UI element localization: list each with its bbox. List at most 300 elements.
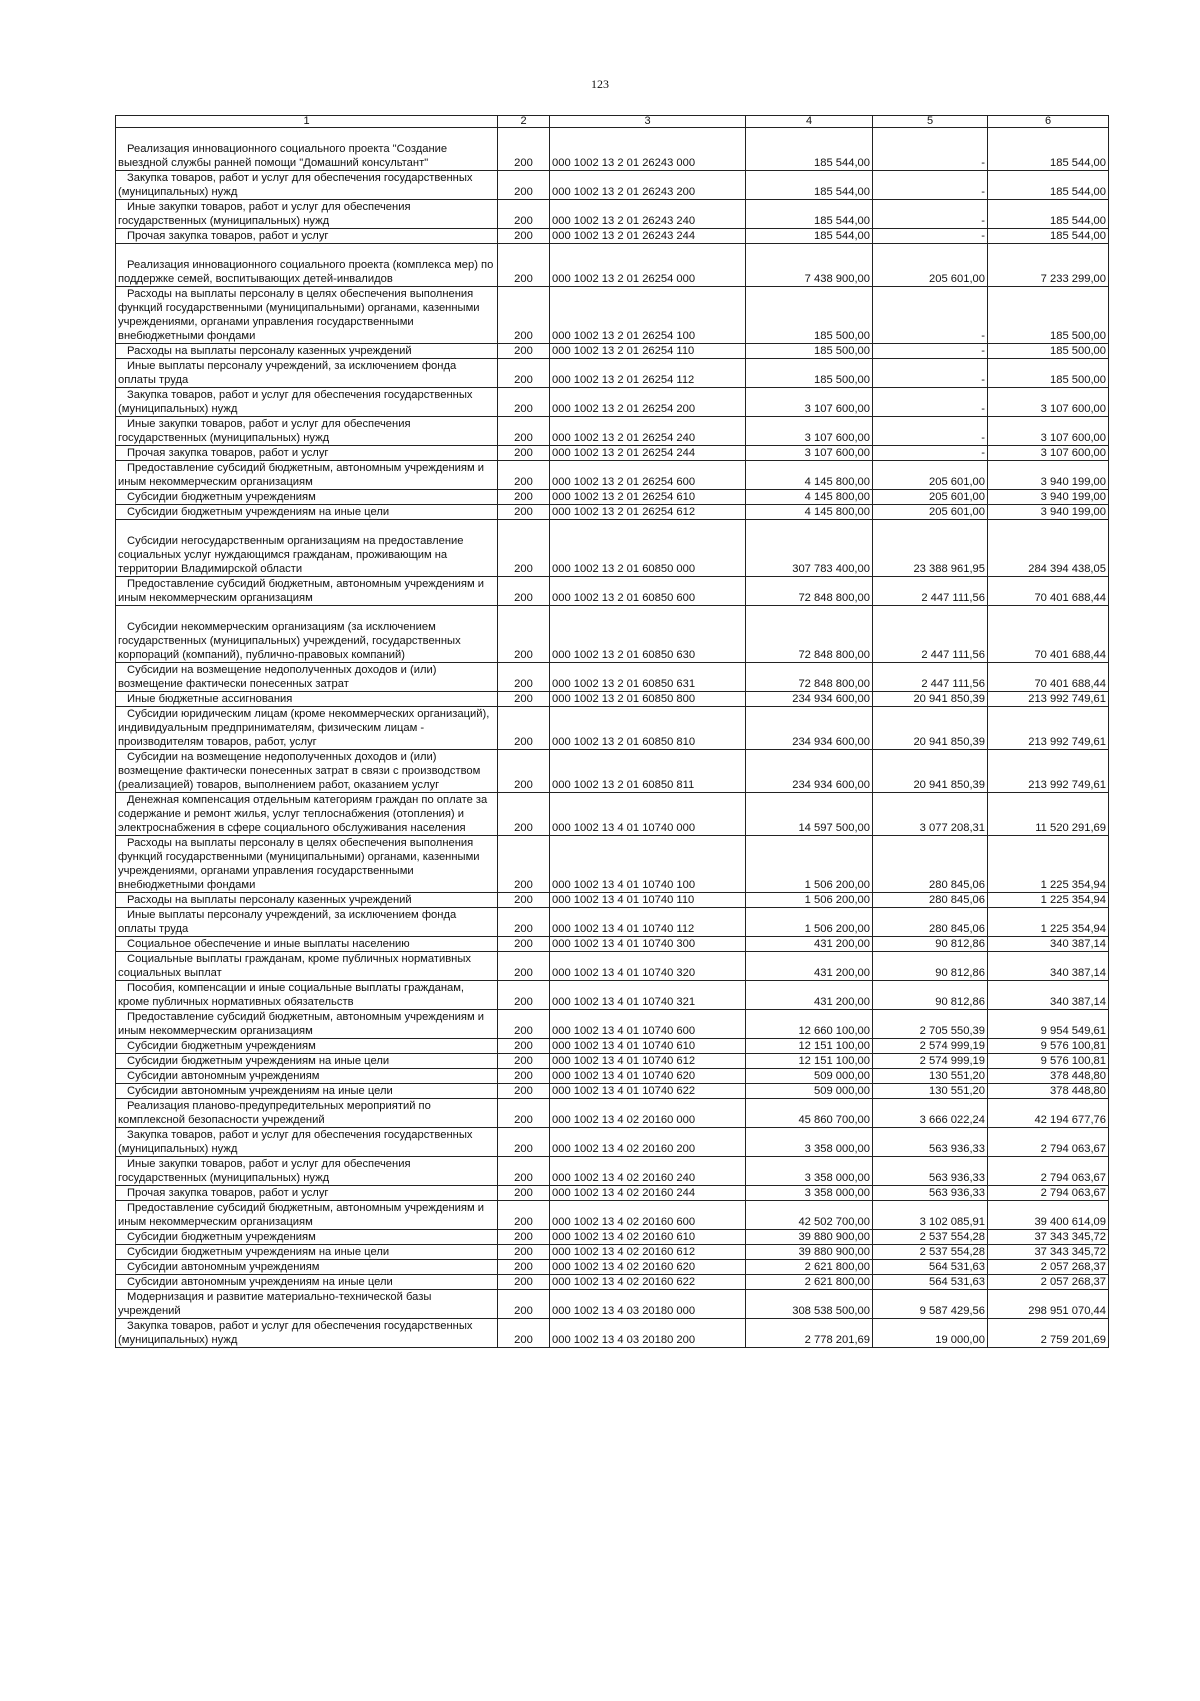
row-approved-amount: 2 778 201,69 <box>746 1319 873 1348</box>
row-unexecuted-amount: 9 576 100,81 <box>988 1039 1109 1054</box>
row-line-code: 200 <box>498 981 550 1010</box>
row-description <box>116 750 498 793</box>
table-row <box>116 490 1109 505</box>
row-description <box>116 1084 498 1099</box>
row-description-text: Денежная компенсация отдельным категориям граждан по оплате за содержание и ремонт жилья, услуг теплоснабжения (отопления) и электроснабжения в сфере социального обслуживания населения <box>118 794 488 834</box>
column-number-header-row <box>116 116 1109 128</box>
row-executed-amount: 2 537 554,28 <box>873 1230 988 1245</box>
row-executed-amount <box>873 287 988 344</box>
row-classification-code: 000 1002 13 2 01 26254 110 <box>550 344 746 359</box>
row-line-code: 200 <box>498 952 550 981</box>
row-description-text: Реализация инновационного социального проекта (комплекса мер) по поддержке семей, воспитывающих детей-инвалидов <box>118 259 494 285</box>
row-executed-amount: 90 812,86 <box>873 952 988 981</box>
row-classification-code: 000 1002 13 4 01 10740 320 <box>550 952 746 981</box>
row-line-code: 200 <box>498 577 550 606</box>
row-executed-amount <box>873 359 988 388</box>
row-approved-amount: 234 934 600,00 <box>746 692 873 707</box>
row-classification-code: 000 1002 13 4 01 10740 300 <box>550 937 746 952</box>
row-classification-code: 000 1002 13 2 01 60850 630 <box>550 606 746 663</box>
row-description-text: Расходы на выплаты персоналу казенных учреждений <box>127 894 412 906</box>
row-classification-code: 000 1002 13 4 01 10740 321 <box>550 981 746 1010</box>
row-classification-code: 000 1002 13 2 01 26254 244 <box>550 446 746 461</box>
row-classification-code: 000 1002 13 4 01 10740 600 <box>550 1010 746 1039</box>
row-approved-amount: 12 151 100,00 <box>746 1054 873 1069</box>
row-line-code: 200 <box>498 505 550 520</box>
row-description <box>116 836 498 893</box>
row-classification-code: 000 1002 13 4 03 20180 200 <box>550 1319 746 1348</box>
row-classification-code: 000 1002 13 2 01 26243 000 <box>550 128 746 171</box>
row-classification-code: 000 1002 13 2 01 60850 800 <box>550 692 746 707</box>
row-unexecuted-amount: 3 940 199,00 <box>988 490 1109 505</box>
dash-value: - <box>981 345 985 357</box>
row-unexecuted-amount: 213 992 749,61 <box>988 750 1109 793</box>
row-line-code: 200 <box>498 287 550 344</box>
row-executed-amount: 205 601,00 <box>873 461 988 490</box>
row-classification-code: 000 1002 13 4 02 20160 622 <box>550 1275 746 1290</box>
dash-value: - <box>981 230 985 242</box>
table-row <box>116 1054 1109 1069</box>
row-description <box>116 128 498 171</box>
row-description-text: Иные закупки товаров, работ и услуг для обеспечения государственных (муниципальных) нужд <box>118 201 411 227</box>
row-unexecuted-amount: 213 992 749,61 <box>988 707 1109 750</box>
dash-value: - <box>981 215 985 227</box>
row-description <box>116 1186 498 1201</box>
row-line-code: 200 <box>498 750 550 793</box>
row-classification-code: 000 1002 13 2 01 60850 000 <box>550 520 746 577</box>
row-approved-amount: 185 544,00 <box>746 229 873 244</box>
column-header-6: 6 <box>988 116 1109 128</box>
row-unexecuted-amount: 2 794 063,67 <box>988 1128 1109 1157</box>
row-description-text: Субсидии автономным учреждениям на иные цели <box>127 1085 393 1097</box>
row-approved-amount: 2 621 800,00 <box>746 1275 873 1290</box>
row-unexecuted-amount: 37 343 345,72 <box>988 1245 1109 1260</box>
table-row <box>116 171 1109 200</box>
row-approved-amount: 4 145 800,00 <box>746 490 873 505</box>
row-line-code: 200 <box>498 836 550 893</box>
row-line-code: 200 <box>498 1084 550 1099</box>
row-description <box>116 344 498 359</box>
table-row <box>116 1201 1109 1230</box>
row-executed-amount: 280 845,06 <box>873 836 988 893</box>
row-approved-amount: 185 500,00 <box>746 344 873 359</box>
row-classification-code: 000 1002 13 2 01 60850 631 <box>550 663 746 692</box>
row-classification-code: 000 1002 13 4 01 10740 620 <box>550 1069 746 1084</box>
table-row <box>116 1230 1109 1245</box>
row-description-text: Субсидии бюджетным учреждениям <box>127 491 316 503</box>
row-executed-amount: 2 447 111,56 <box>873 663 988 692</box>
column-header-5: 5 <box>873 116 988 128</box>
row-line-code: 200 <box>498 171 550 200</box>
row-approved-amount: 308 538 500,00 <box>746 1290 873 1319</box>
row-description <box>116 1099 498 1128</box>
row-description-text: Закупка товаров, работ и услуг для обеспечения государственных (муниципальных) нужд <box>118 172 473 198</box>
row-description-text: Субсидии бюджетным учреждениям на иные цели <box>127 1055 390 1067</box>
row-approved-amount: 72 848 800,00 <box>746 606 873 663</box>
row-line-code: 200 <box>498 1275 550 1290</box>
row-executed-amount: 130 551,20 <box>873 1069 988 1084</box>
row-description <box>116 793 498 836</box>
row-description <box>116 1039 498 1054</box>
row-description-text: Закупка товаров, работ и услуг для обеспечения государственных (муниципальных) нужд <box>118 389 473 415</box>
row-executed-amount: 2 447 111,56 <box>873 577 988 606</box>
row-executed-amount <box>873 200 988 229</box>
row-line-code: 200 <box>498 1245 550 1260</box>
row-description-text: Реализация планово-предупредительных мероприятий по комплексной безопасности учреждений <box>118 1100 431 1126</box>
table-row <box>116 606 1109 663</box>
row-description <box>116 1230 498 1245</box>
row-classification-code: 000 1002 13 2 01 26243 240 <box>550 200 746 229</box>
table-row <box>116 229 1109 244</box>
table-row <box>116 446 1109 461</box>
row-executed-amount <box>873 229 988 244</box>
row-unexecuted-amount: 340 387,14 <box>988 981 1109 1010</box>
row-description-text: Расходы на выплаты персоналу в целях обеспечения выполнения функций государственными (муниципальными) органами, казенными учреждениями, органами управления государственными внебюджетными фондами <box>118 288 480 342</box>
row-description <box>116 1275 498 1290</box>
row-description-text: Субсидии негосударственным организациям на предоставление социальных услуг нуждающимся гражданам, проживающим на территории Владимирской области <box>118 535 464 575</box>
row-unexecuted-amount: 9 576 100,81 <box>988 1054 1109 1069</box>
dash-value: - <box>981 447 985 459</box>
row-description <box>116 171 498 200</box>
row-unexecuted-amount: 3 940 199,00 <box>988 461 1109 490</box>
table-row <box>116 1084 1109 1099</box>
row-description <box>116 952 498 981</box>
table-row <box>116 1275 1109 1290</box>
row-executed-amount: 3 077 208,31 <box>873 793 988 836</box>
row-approved-amount: 234 934 600,00 <box>746 707 873 750</box>
row-classification-code: 000 1002 13 2 01 26254 600 <box>550 461 746 490</box>
row-executed-amount <box>873 171 988 200</box>
row-executed-amount: 564 531,63 <box>873 1260 988 1275</box>
row-description <box>116 388 498 417</box>
row-classification-code: 000 1002 13 4 02 20160 620 <box>550 1260 746 1275</box>
row-description <box>116 981 498 1010</box>
row-line-code: 200 <box>498 1230 550 1245</box>
row-description <box>116 417 498 446</box>
table-row <box>116 836 1109 893</box>
row-approved-amount: 307 783 400,00 <box>746 520 873 577</box>
table-row <box>116 1128 1109 1157</box>
row-line-code: 200 <box>498 1069 550 1084</box>
row-line-code: 200 <box>498 229 550 244</box>
row-approved-amount: 14 597 500,00 <box>746 793 873 836</box>
row-description-text: Закупка товаров, работ и услуг для обеспечения государственных (муниципальных) нужд <box>118 1320 473 1346</box>
row-description <box>116 287 498 344</box>
row-unexecuted-amount: 2 057 268,37 <box>988 1260 1109 1275</box>
row-executed-amount: 130 551,20 <box>873 1084 988 1099</box>
column-header-1: 1 <box>116 116 498 128</box>
dash-value: - <box>981 186 985 198</box>
row-approved-amount: 185 544,00 <box>746 128 873 171</box>
row-description <box>116 893 498 908</box>
dash-value: - <box>981 374 985 386</box>
row-unexecuted-amount: 9 954 549,61 <box>988 1010 1109 1039</box>
table-row <box>116 793 1109 836</box>
row-approved-amount: 2 621 800,00 <box>746 1260 873 1275</box>
row-unexecuted-amount: 213 992 749,61 <box>988 692 1109 707</box>
row-description-text: Прочая закупка товаров, работ и услуг <box>127 447 329 459</box>
row-executed-amount: 90 812,86 <box>873 981 988 1010</box>
row-description <box>116 1290 498 1319</box>
row-classification-code: 000 1002 13 2 01 26254 610 <box>550 490 746 505</box>
row-approved-amount: 185 544,00 <box>746 200 873 229</box>
row-unexecuted-amount: 7 233 299,00 <box>988 244 1109 287</box>
row-executed-amount <box>873 344 988 359</box>
row-approved-amount: 3 107 600,00 <box>746 388 873 417</box>
row-executed-amount <box>873 417 988 446</box>
row-line-code: 200 <box>498 1186 550 1201</box>
row-description-text: Закупка товаров, работ и услуг для обеспечения государственных (муниципальных) нужд <box>118 1129 473 1155</box>
row-description-text: Предоставление субсидий бюджетным, автономным учреждениям и иным некоммерческим организациям <box>118 1011 484 1037</box>
row-description <box>116 505 498 520</box>
row-line-code: 200 <box>498 359 550 388</box>
row-unexecuted-amount: 70 401 688,44 <box>988 606 1109 663</box>
row-executed-amount: 2 574 999,19 <box>873 1039 988 1054</box>
row-unexecuted-amount: 3 107 600,00 <box>988 388 1109 417</box>
table-row <box>116 344 1109 359</box>
row-classification-code: 000 1002 13 4 01 10740 610 <box>550 1039 746 1054</box>
table-row <box>116 663 1109 692</box>
row-approved-amount: 509 000,00 <box>746 1084 873 1099</box>
row-description <box>116 490 498 505</box>
row-approved-amount: 3 358 000,00 <box>746 1157 873 1186</box>
row-description-text: Прочая закупка товаров, работ и услуг <box>127 1187 329 1199</box>
dash-value: - <box>981 330 985 342</box>
row-unexecuted-amount: 185 500,00 <box>988 359 1109 388</box>
row-executed-amount: 2 537 554,28 <box>873 1245 988 1260</box>
row-description-text: Прочая закупка товаров, работ и услуг <box>127 230 329 242</box>
row-classification-code: 000 1002 13 4 01 10740 112 <box>550 908 746 937</box>
row-description <box>116 229 498 244</box>
row-approved-amount: 3 358 000,00 <box>746 1186 873 1201</box>
row-approved-amount: 4 145 800,00 <box>746 505 873 520</box>
row-classification-code: 000 1002 13 2 01 26243 200 <box>550 171 746 200</box>
row-executed-amount: 3 102 085,91 <box>873 1201 988 1230</box>
row-description-text: Предоставление субсидий бюджетным, автономным учреждениям и иным некоммерческим организациям <box>118 578 484 604</box>
row-unexecuted-amount: 340 387,14 <box>988 937 1109 952</box>
row-line-code: 200 <box>498 1010 550 1039</box>
row-description <box>116 606 498 663</box>
row-line-code: 200 <box>498 606 550 663</box>
row-line-code: 200 <box>498 490 550 505</box>
column-header-4: 4 <box>746 116 873 128</box>
row-unexecuted-amount: 1 225 354,94 <box>988 908 1109 937</box>
row-approved-amount: 1 506 200,00 <box>746 893 873 908</box>
row-description-text: Иные бюджетные ассигнования <box>127 693 293 705</box>
row-approved-amount: 431 200,00 <box>746 937 873 952</box>
row-classification-code: 000 1002 13 4 01 10740 110 <box>550 893 746 908</box>
row-line-code: 200 <box>498 200 550 229</box>
row-description <box>116 244 498 287</box>
row-description <box>116 1054 498 1069</box>
table-row <box>116 1039 1109 1054</box>
row-approved-amount: 39 880 900,00 <box>746 1245 873 1260</box>
row-classification-code: 000 1002 13 2 01 26254 000 <box>550 244 746 287</box>
table-row <box>116 287 1109 344</box>
row-description <box>116 692 498 707</box>
row-description-text: Субсидии юридическим лицам (кроме некоммерческих организаций), индивидуальным предпринимателям, физическим лицам - производителям товаров, работ, услуг <box>118 708 490 748</box>
row-classification-code: 000 1002 13 2 01 26254 100 <box>550 287 746 344</box>
dash-value: - <box>981 403 985 415</box>
row-description <box>116 1201 498 1230</box>
row-executed-amount: 9 587 429,56 <box>873 1290 988 1319</box>
row-unexecuted-amount: 3 107 600,00 <box>988 417 1109 446</box>
row-executed-amount: 3 666 022,24 <box>873 1099 988 1128</box>
row-description <box>116 200 498 229</box>
row-approved-amount: 7 438 900,00 <box>746 244 873 287</box>
dash-value: - <box>981 157 985 169</box>
row-unexecuted-amount: 11 520 291,69 <box>988 793 1109 836</box>
row-classification-code: 000 1002 13 2 01 26254 612 <box>550 505 746 520</box>
row-executed-amount: 90 812,86 <box>873 937 988 952</box>
row-description <box>116 359 498 388</box>
row-approved-amount: 1 506 200,00 <box>746 908 873 937</box>
row-executed-amount <box>873 128 988 171</box>
row-classification-code: 000 1002 13 4 02 20160 244 <box>550 1186 746 1201</box>
dash-value: - <box>981 432 985 444</box>
row-classification-code: 000 1002 13 4 01 10740 100 <box>550 836 746 893</box>
row-classification-code: 000 1002 13 2 01 26254 112 <box>550 359 746 388</box>
row-description-text: Иные закупки товаров, работ и услуг для обеспечения государственных (муниципальных) нужд <box>118 1158 411 1184</box>
row-approved-amount: 12 660 100,00 <box>746 1010 873 1039</box>
row-classification-code: 000 1002 13 4 01 10740 000 <box>550 793 746 836</box>
row-line-code: 200 <box>498 417 550 446</box>
row-approved-amount: 12 151 100,00 <box>746 1039 873 1054</box>
row-executed-amount: 564 531,63 <box>873 1275 988 1290</box>
row-classification-code: 000 1002 13 2 01 60850 600 <box>550 577 746 606</box>
row-approved-amount: 431 200,00 <box>746 981 873 1010</box>
table-row <box>116 359 1109 388</box>
row-unexecuted-amount: 340 387,14 <box>988 952 1109 981</box>
row-description-text: Субсидии автономным учреждениям <box>127 1261 320 1273</box>
row-classification-code: 000 1002 13 4 02 20160 610 <box>550 1230 746 1245</box>
table-row <box>116 388 1109 417</box>
row-executed-amount: 20 941 850,39 <box>873 692 988 707</box>
row-line-code: 200 <box>498 793 550 836</box>
row-approved-amount: 42 502 700,00 <box>746 1201 873 1230</box>
row-line-code: 200 <box>498 1039 550 1054</box>
row-classification-code: 000 1002 13 2 01 60850 811 <box>550 750 746 793</box>
row-approved-amount: 185 500,00 <box>746 359 873 388</box>
row-classification-code: 000 1002 13 2 01 60850 810 <box>550 707 746 750</box>
table-row <box>116 692 1109 707</box>
row-description-text: Субсидии бюджетным учреждениям <box>127 1231 316 1243</box>
table-row <box>116 1069 1109 1084</box>
row-description-text: Субсидии автономным учреждениям <box>127 1070 320 1082</box>
row-line-code: 200 <box>498 461 550 490</box>
row-executed-amount: 2 574 999,19 <box>873 1054 988 1069</box>
row-description <box>116 446 498 461</box>
row-classification-code: 000 1002 13 4 03 20180 000 <box>550 1290 746 1319</box>
row-approved-amount: 72 848 800,00 <box>746 577 873 606</box>
row-unexecuted-amount: 70 401 688,44 <box>988 663 1109 692</box>
row-description-text: Модернизация и развитие материально-технической базы учреждений <box>118 1291 432 1317</box>
row-line-code: 200 <box>498 1201 550 1230</box>
table-row <box>116 244 1109 287</box>
row-description-text: Иные выплаты персоналу учреждений, за исключением фонда оплаты труда <box>118 909 457 935</box>
row-classification-code: 000 1002 13 4 02 20160 612 <box>550 1245 746 1260</box>
row-unexecuted-amount: 298 951 070,44 <box>988 1290 1109 1319</box>
row-description <box>116 1319 498 1348</box>
row-description-text: Субсидии автономным учреждениям на иные цели <box>127 1276 393 1288</box>
row-description-text: Субсидии бюджетным учреждениям <box>127 1040 316 1052</box>
row-description <box>116 1010 498 1039</box>
row-executed-amount: 280 845,06 <box>873 893 988 908</box>
row-executed-amount: 205 601,00 <box>873 505 988 520</box>
table-row <box>116 505 1109 520</box>
table-row <box>116 461 1109 490</box>
table-row <box>116 952 1109 981</box>
row-unexecuted-amount: 70 401 688,44 <box>988 577 1109 606</box>
row-classification-code: 000 1002 13 4 02 20160 000 <box>550 1099 746 1128</box>
table-row <box>116 1260 1109 1275</box>
row-line-code: 200 <box>498 388 550 417</box>
row-executed-amount <box>873 446 988 461</box>
table-row <box>116 1290 1109 1319</box>
row-executed-amount: 23 388 961,95 <box>873 520 988 577</box>
row-description <box>116 937 498 952</box>
table-row <box>116 417 1109 446</box>
row-unexecuted-amount: 2 759 201,69 <box>988 1319 1109 1348</box>
table-body <box>116 128 1109 1348</box>
row-approved-amount: 185 500,00 <box>746 287 873 344</box>
row-classification-code: 000 1002 13 4 01 10740 622 <box>550 1084 746 1099</box>
row-description <box>116 1128 498 1157</box>
row-line-code: 200 <box>498 1099 550 1128</box>
row-classification-code: 000 1002 13 2 01 26243 244 <box>550 229 746 244</box>
row-unexecuted-amount: 2 057 268,37 <box>988 1275 1109 1290</box>
row-description <box>116 663 498 692</box>
row-line-code: 200 <box>498 692 550 707</box>
row-description <box>116 1260 498 1275</box>
row-description-text: Предоставление субсидий бюджетным, автономным учреждениям и иным некоммерческим организациям <box>118 462 484 488</box>
row-executed-amount: 2 705 550,39 <box>873 1010 988 1039</box>
row-line-code: 200 <box>498 344 550 359</box>
row-executed-amount: 19 000,00 <box>873 1319 988 1348</box>
row-description <box>116 908 498 937</box>
row-approved-amount: 4 145 800,00 <box>746 461 873 490</box>
row-description-text: Субсидии бюджетным учреждениям на иные цели <box>127 1246 390 1258</box>
row-approved-amount: 72 848 800,00 <box>746 663 873 692</box>
row-executed-amount: 563 936,33 <box>873 1186 988 1201</box>
row-description <box>116 520 498 577</box>
row-unexecuted-amount: 3 107 600,00 <box>988 446 1109 461</box>
row-approved-amount: 3 107 600,00 <box>746 446 873 461</box>
row-approved-amount: 3 107 600,00 <box>746 417 873 446</box>
row-description-text: Реализация инновационного социального проекта "Создание выездной службы ранней помощи "Домашний консультант" <box>118 143 448 169</box>
row-unexecuted-amount: 2 794 063,67 <box>988 1186 1109 1201</box>
row-executed-amount: 563 936,33 <box>873 1128 988 1157</box>
row-description-text: Субсидии бюджетным учреждениям на иные цели <box>127 506 390 518</box>
row-line-code: 200 <box>498 1290 550 1319</box>
row-unexecuted-amount: 378 448,80 <box>988 1069 1109 1084</box>
row-line-code: 200 <box>498 893 550 908</box>
row-unexecuted-amount: 39 400 614,09 <box>988 1201 1109 1230</box>
column-header-3: 3 <box>550 116 746 128</box>
row-description-text: Пособия, компенсации и иные социальные выплаты гражданам, кроме публичных нормативных обязательств <box>118 982 465 1008</box>
row-description-text: Расходы на выплаты персоналу в целях обеспечения выполнения функций государственными (муниципальными) органами, казенными учреждениями, органами управления государственными внебюджетными фондами <box>118 837 480 891</box>
row-executed-amount <box>873 388 988 417</box>
row-line-code: 200 <box>498 908 550 937</box>
table-row <box>116 908 1109 937</box>
table-row <box>116 577 1109 606</box>
row-unexecuted-amount: 378 448,80 <box>988 1084 1109 1099</box>
row-line-code: 200 <box>498 663 550 692</box>
table-row <box>116 1319 1109 1348</box>
row-executed-amount: 205 601,00 <box>873 490 988 505</box>
row-line-code: 200 <box>498 1128 550 1157</box>
row-executed-amount: 205 601,00 <box>873 244 988 287</box>
row-description <box>116 1245 498 1260</box>
